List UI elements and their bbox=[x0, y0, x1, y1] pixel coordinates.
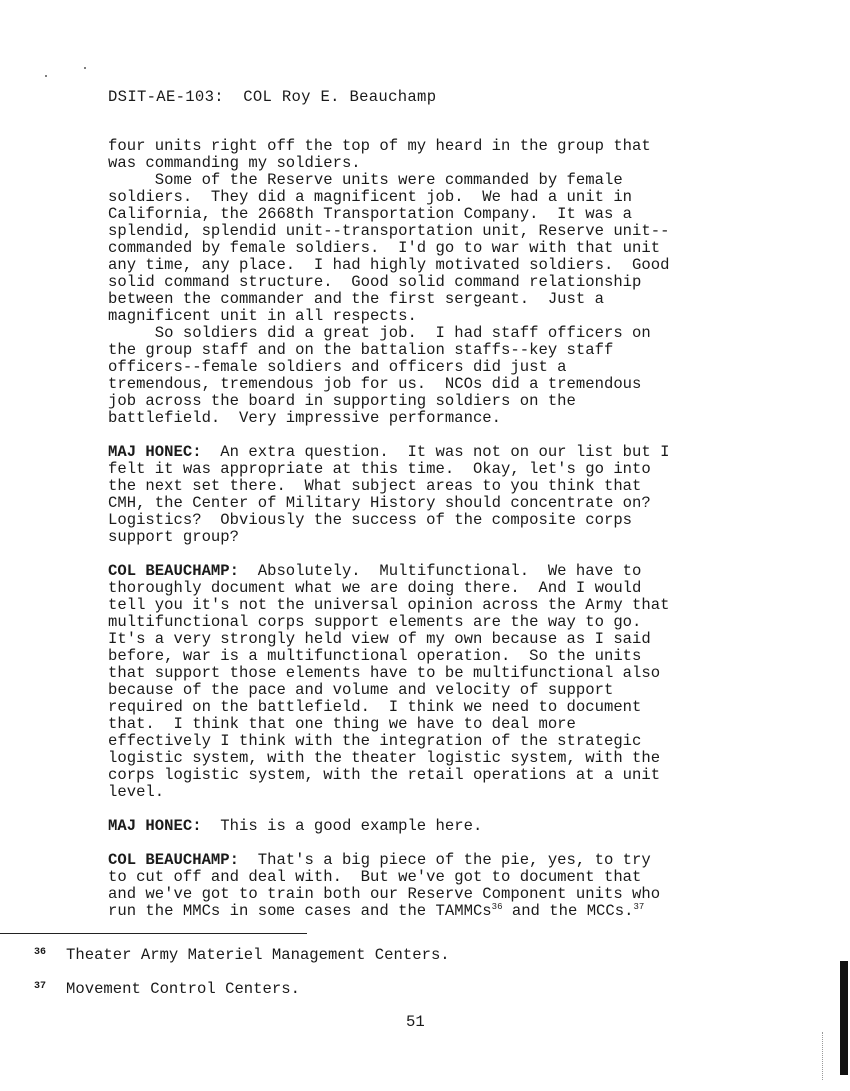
exchange-a1-rest bbox=[108, 580, 728, 801]
text-line: California, the 2668th Transportation Company. It was a bbox=[108, 205, 633, 223]
footnote-number: 36 bbox=[34, 947, 47, 958]
paragraph-testimony bbox=[108, 138, 728, 427]
text-line: CMH, the Center of Military History should concentrate on? bbox=[108, 494, 651, 512]
exchange-q2-first bbox=[108, 818, 728, 835]
exchange-q1-first bbox=[108, 444, 728, 461]
text-line: battlefield. Very impressive performance. bbox=[108, 409, 502, 427]
document-header: DSIT-AE-103: COL Roy E. Beauchamp bbox=[108, 88, 437, 106]
text-line: commanded by female soldiers. I'd go to war with that unit bbox=[108, 239, 661, 257]
text-line: splendid, splendid unit--transportation unit, Reserve unit-- bbox=[108, 222, 670, 240]
footnote-text: Theater Army Materiel Management Centers. bbox=[66, 946, 450, 964]
text-line: felt it was appropriate at this time. Okay, let's go into bbox=[108, 460, 651, 478]
text-line: before, war is a multifunctional operation. So the units bbox=[108, 647, 642, 665]
scan-speck bbox=[45, 75, 47, 77]
text-line: effectively I think with the integration of the strategic bbox=[108, 732, 642, 750]
text-line: soldiers. They did a magnificent job. We had a unit in bbox=[108, 188, 633, 206]
speech-text: This is a good example here. bbox=[201, 817, 483, 835]
speech-text: and the MCCs. bbox=[502, 902, 634, 920]
exchange-a1-first bbox=[108, 563, 728, 580]
exchange-q1-rest bbox=[108, 461, 728, 546]
exchange-a2-last bbox=[108, 903, 728, 920]
text-line: any time, any place. I had highly motivated soldiers. Good bbox=[108, 256, 670, 274]
text-line: four units right off the top of my heard in the group that bbox=[108, 137, 651, 155]
text-line: Some of the Reserve units were commanded by female bbox=[108, 171, 623, 189]
transcript-body bbox=[108, 138, 728, 920]
text-line: between the commander and the first sergeant. Just a bbox=[108, 290, 604, 308]
footnote-number: 37 bbox=[34, 981, 47, 992]
text-line: multifunctional corps support elements are the way to go. bbox=[108, 613, 642, 631]
text-line: tremendous, tremendous job for us. NCOs did a tremendous bbox=[108, 375, 642, 393]
text-line: was commanding my soldiers. bbox=[108, 154, 361, 172]
text-line: to cut off and deal with. But we've got to document that bbox=[108, 868, 642, 886]
text-line: magnificent unit in all respects. bbox=[108, 307, 417, 325]
text-line: corps logistic system, with the retail operations at a unit bbox=[108, 766, 661, 784]
text-line: required on the battlefield. I think we need to document bbox=[108, 698, 642, 716]
speech-text: That's a big piece of the pie, yes, to try bbox=[239, 851, 651, 869]
text-line: officers--female soldiers and officers did just a bbox=[108, 358, 567, 376]
speech-text: run the MMCs in some cases and the TAMMCs bbox=[108, 902, 492, 920]
footnote-36 bbox=[34, 946, 450, 964]
text-line: level. bbox=[108, 783, 165, 801]
text-line: thoroughly document what we are doing there. And I would bbox=[108, 579, 642, 597]
page-number: 51 bbox=[406, 1013, 425, 1031]
text-line: the group staff and on the battalion staffs--key staff bbox=[108, 341, 614, 359]
text-line: because of the pace and volume and velocity of support bbox=[108, 681, 614, 699]
text-line: Logistics? Obviously the success of the composite corps bbox=[108, 511, 633, 529]
scan-margin-bar bbox=[840, 961, 848, 1075]
text-line: It's a very strongly held view of my own because as I said bbox=[108, 630, 651, 648]
text-line: So soldiers did a great job. I had staff officers on bbox=[108, 324, 651, 342]
text-line: that support those elements have to be multifunctional also bbox=[108, 664, 661, 682]
scan-speck bbox=[84, 67, 86, 69]
speech-text: An extra question. It was not on our list but I bbox=[201, 443, 670, 461]
text-line: job across the board in supporting soldiers on the bbox=[108, 392, 576, 410]
speaker-label: COL BEAUCHAMP: bbox=[108, 851, 240, 869]
speaker-label: COL BEAUCHAMP: bbox=[108, 562, 240, 580]
speaker-label: MAJ HONEC: bbox=[108, 443, 202, 461]
text-line: tell you it's not the universal opinion across the Army that bbox=[108, 596, 670, 614]
footnote-37 bbox=[34, 980, 300, 998]
speaker-label: MAJ HONEC: bbox=[108, 817, 202, 835]
speech-text: Absolutely. Multifunctional. We have to bbox=[239, 562, 642, 580]
text-line: logistic system, with the theater logistic system, with the bbox=[108, 749, 661, 767]
exchange-a2-first bbox=[108, 852, 728, 869]
text-line: the next set there. What subject areas to you think that bbox=[108, 477, 642, 495]
text-line: and we've got to train both our Reserve Component units who bbox=[108, 885, 661, 903]
footnote-ref: 36 bbox=[491, 902, 503, 912]
text-line: that. I think that one thing we have to deal more bbox=[108, 715, 576, 733]
footnote-ref: 37 bbox=[633, 902, 645, 912]
text-line: solid command structure. Good solid command relationship bbox=[108, 273, 642, 291]
text-line: support group? bbox=[108, 528, 240, 546]
scan-margin-dots bbox=[822, 1032, 824, 1080]
footnote-text: Movement Control Centers. bbox=[66, 980, 300, 998]
footnote-divider bbox=[0, 933, 307, 934]
exchange-a2-rest bbox=[108, 869, 728, 903]
